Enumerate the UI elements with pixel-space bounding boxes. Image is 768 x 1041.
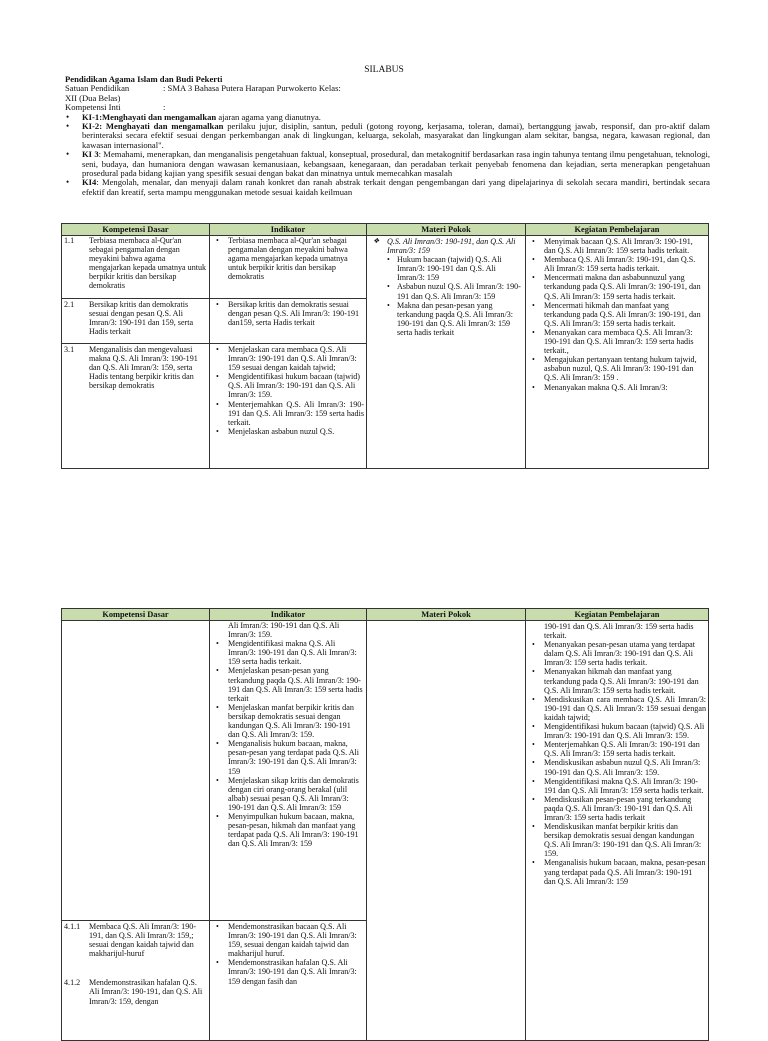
indikator-list xyxy=(212,345,364,436)
syllabus-table-2 xyxy=(61,608,709,1041)
ki-item: • KI4: Mengolah, menalar, dan menyaji dalam ranah konkret dan ranah abstrak terkait dengan pengembangan dari yang dipelajarinya di sekolah secara mandiri, bertindak secara efektif dan kreatif, serta mampu menggunakan metode sesuai kaidah keilmuan xyxy=(82,178,710,197)
kegiatan-cell xyxy=(526,236,709,469)
materi-list xyxy=(369,255,523,337)
list-item: • Mengidentifikasi hukum bacaan (tajwid) Q.S. Ali Imran/3: 190-191 dan Q.S. Ali Imran/3: 159. xyxy=(544,722,706,740)
col-header: Indikator xyxy=(210,609,367,621)
syllabus-table-1 xyxy=(61,223,709,469)
col-header: Kegiatan Pembelajaran xyxy=(526,224,709,236)
ki-label: Kompetensi Inti xyxy=(65,102,121,113)
list-item: • Mendemonstrasikan bacaan Q.S. Ali Imran/3: 190-191 dan Q.S. Ali Imran/3: 159, sesuai dengan kaidah tajwid dan makharijul huruf. xyxy=(228,922,364,958)
materi-cell xyxy=(367,621,526,1041)
list-item: • Mengidentifikasi makna Q.S. Ali Imran/3: 190-191 dan Q.S. Ali Imran/3: 159 serta hadis terkait. xyxy=(544,777,706,795)
doc-title: SILABUS xyxy=(364,65,404,75)
col-header: Kegiatan Pembelajaran xyxy=(526,609,709,621)
list-item: • Menterjemahkan Q.S. Ali Imran/3: 190-191 dan Q.S. Ali Imran/3: 159 serta hadis terkait. xyxy=(228,400,364,427)
ki-item: • KI 3: Memahami, menerapkan, dan menganalisis pengetahuan faktual, konseptual, prosedural, dan metakognitif berdasarkan rasa ingin tahunya tentang ilmu pengetahuan, teknologi, seni, budaya, dan humaniora dengan wawasan kemanusiaan, kebangsaan, kenegaraan, dan peradaban terkait penyebab fenomena dan kejadian, serta menerapkan pengetahuan prosedural pada bidang kajian yang spesifik sesuai dengan bakat dan minatnya untuk memecahkan masalah xyxy=(82,150,710,178)
col-header: Kompetensi Dasar xyxy=(62,224,210,236)
list-item: • Menjelaskan asbabun nuzul Q.S. xyxy=(228,427,364,436)
list-item: • Menanyakan cara membaca Q.S. Ali Imran/3: 190-191 dan Q.S. Ali Imran/3: 159 serta hadis terkait., xyxy=(544,328,706,355)
class-value: XII (Dua Belas) xyxy=(65,92,121,103)
ki-item: • KI-2: Menghayati dan mengamalkan perilaku jujur, disiplin, santun, peduli (gotong royong, kerjasama, toleran, damai), bertanggung jawab, responsif, dan pro-aktif dalam berinteraksi secara efektif sesuai dengan perkembangan anak di lingkungan, keluarga, sekolah, masyarakat dan lingkungan alam sekitar, bangsa, negara, kawasan regional, dan kawasan internasional". xyxy=(82,122,710,150)
list-item: • Mendiskusikan pesan-pesan yang terkandung paqda Q.S. Ali Imran/3: 190-191 dan Q.S. Ali Imran/3: 159 serta hadis terkait xyxy=(544,795,706,822)
list-item: • Menanyakan pesan-pesan utama yang terdapat dalam Q.S. Ali Imran/3: 190-191 dan Q.S. Ali Imran/3: 159 serta hadis terkait. xyxy=(544,640,706,667)
list-item: • Menyimak bacaan Q.S. Ali Imran/3: 190-191, dan Q.S. Ali Imran/3: 159 serta hadis terkait. xyxy=(544,237,706,255)
list-item: • Mendiskusikan cara membaca Q.S. Ali Imran/3: 190-191 dan Q.S. Ali Imran/3: 159 sesuai dengan kaidah tajwid; xyxy=(544,695,706,722)
kd-cell xyxy=(62,236,210,469)
col-header: Indikator xyxy=(210,224,367,236)
indikator-list xyxy=(212,639,364,848)
list-item: • Mencermati makna dan asbabunnuzul yang terkandung pada Q.S. Ali Imran/3: 190-191, dan Q.S. Ali Imran/3: 159 serta hadis terkait. xyxy=(544,273,706,300)
list-item: • Menjelaskan pesan-pesan yang terkandung paqda Q.S. Ali Imran/3: 190-191 dan Q.S. Ali Imran/3: 159 serta hadis terkait xyxy=(228,666,364,702)
kd-item: 4.1.1 Membaca Q.S. Ali Imran/3: 190-191, dan Q.S. Ali Imran/3: 159,; sesuai dengan kaidah tajwid dan makharijul-huruf xyxy=(64,922,196,959)
col-header: Materi Pokok xyxy=(367,609,526,621)
list-item: • Menyimpulkan hukum bacaan, makna, pesan-pesan, hikmah dan manfaat yang terdapat pada Q.S. Ali Imran/3: 190-191 dan Q.S. Ali Imran/3: 159 xyxy=(228,812,364,848)
list-item: • Bersikap kritis dan demokratis sesuai dengan pesan Q.S. Ali Imran/3: 190-191 dan159, serta Hadis terkait xyxy=(228,300,364,327)
list-item: • Hukum bacaan (tajwid) Q.S. Ali Imran/3: 190-191 dan Q.S. Ali Imran/3: 159 xyxy=(397,255,523,282)
list-item: • Mengidentifikasi hukum bacaan (tajwid) Q.S. Ali Imran/3: 190-191 dan Q.S. Ali Imran/3: 159. xyxy=(228,372,364,399)
list-item: • Makna dan pesan-pesan yang terkandung paqda Q.S. Ali Imran/3: 190-191 dan Q.S. Ali Imran/3: 159 serta hadis terkait xyxy=(397,301,523,337)
col-header: Kompetensi Dasar xyxy=(62,609,210,621)
subject-name: Pendidikan Agama Islam dan Budi Pekerti xyxy=(65,74,223,84)
ki-list xyxy=(65,113,710,198)
indikator-cell xyxy=(210,621,367,1041)
materi-heading: ❖ Q.S. Ali Imran/3: 190-191, dan Q.S. Ali Imran/3: 159 xyxy=(369,237,523,255)
list-item: • Menjelaskan sikap kritis dan demokratis dengan ciri orang-orang berakal (ulil albab) sesuai pesan Q.S. Ali Imran/3: 190-191 dan Q.S. Ali Imran/3: 159 xyxy=(228,776,364,812)
list-item: • Mendemonstrasikan hafalan Q.S. Ali Imran/3: 190-191 dan Q.S. Ali Imran/3: 159 dengan fasih dan xyxy=(228,958,364,985)
list-item: • Menganalisis hukum bacaan, makna, pesan-pesan yang terdapat pada Q.S. Ali Imran/3: 190-191 dan Q.S. Ali Imran/3: 159 xyxy=(544,858,706,885)
indikator-cell xyxy=(210,236,367,469)
indikator-continued: Ali Imran/3: 190-191 dan Q.S. Ali Imran/3: 159. xyxy=(228,621,340,640)
list-item: • Menjelaskan cara membaca Q.S. Ali Imran/3: 190-191 dan Q.S. Ali Imran/3: 159 sesuai dengan kaidah tajwid; xyxy=(228,345,364,372)
kegiatan-cell xyxy=(526,621,709,1041)
kd-item: 2.1 Bersikap kritis dan demokratis sesuai dengan pesan Q.S. Ali Imran/3: 190-191 dan 159, serta Hadis terkait xyxy=(62,298,209,343)
indikator-list xyxy=(212,236,364,281)
list-item: • Menanyakan hikmah dan manfaat yang terkandung pada Q.S. Ali Imran/3: 190-191 dan Q.S. Ali Imran/3: 159 serta hadis terkait. xyxy=(544,667,706,694)
doc-header xyxy=(65,75,710,197)
list-item: • Terbiasa membaca al-Qur'an sebagai pengamalan dengan meyakini bahwa agama mengajarkan kepada umatnya untuk berpikir kritis dan bersikap demokratis xyxy=(228,236,364,281)
indikator-list xyxy=(212,300,364,327)
kd-item: 4.1.2 Mendemonstrasikan hafalan Q.S. Ali Imran/3: 190-191, dan Q.S. Ali Imran/3: 159, dengan xyxy=(64,978,203,1006)
kd-item: 3.1 Menganalisis dan mengevaluasi makna Q.S. Ali Imran/3: 190-191 dan Q.S. Ali Imran/3: 159, serta Hadis tentang berpikir kritis dan bersikap demokratis xyxy=(62,343,209,391)
kd-item: 1.1 Terbiasa membaca al-Qur'an sebagai pengamalan dengan meyakini bahwa agama mengajarkan kepada umatnya untuk berpikir kritis dan bersikap demokratis xyxy=(64,236,207,291)
list-item: • Mendiskusikan manfat berpikir kritis dan bersikap demokratis sesuai dengan kandungan Q.S. Ali Imran/3: 190-191 dan Q.S. Ali Imran/3: 159. xyxy=(544,822,706,858)
ki-value: : xyxy=(163,102,166,113)
kegiatan-continued: 190-191 dan Q.S. Ali Imran/3: 159 serta hadis terkait. xyxy=(544,622,694,641)
school-value: : SMA 3 Bahasa Putera Harapan Purwokerto Kelas: xyxy=(163,83,341,94)
list-item: • Mengidentifikasi makna Q.S. Ali Imran/3: 190-191 dan Q.S. Ali Imran/3: 159 serta hadis terkait. xyxy=(228,639,364,666)
list-item: • Mengajukan pertanyaan tentang hukum tajwid, asbabun nuzul, Q.S. Ali Imran/3: 190-191 dan Q.S. Ali Imran/3: 159 . xyxy=(544,355,706,382)
list-item: • Menanyakan makna Q.S. Ali Imran/3: xyxy=(544,383,706,392)
list-item: • Menterjemahkan Q.S. Ali Imran/3: 190-191 dan Q.S. Ali Imran/3: 159 serta hadis terkait. xyxy=(544,740,706,758)
list-item: • Mendiskusikan asbabun nuzul Q.S. Ali Imran/3: 190-191 dan Q.S. Ali Imran/3: 159. xyxy=(544,758,706,776)
ki-item: • KI-1:Menghayati dan mengamalkan ajaran agama yang dianutnya. xyxy=(82,113,710,122)
kegiatan-list xyxy=(528,237,706,392)
list-item: • Asbabun nuzul Q.S. Ali Imran/3: 190-191 dan Q.S. Ali Imran/3: 159 xyxy=(397,282,523,300)
materi-cell xyxy=(367,236,526,469)
school-row xyxy=(65,84,710,93)
list-item: • Mencermati hikmah dan manfaat yang terkandung pada Q.S. Ali Imran/3: 190-191, dan Q.S. Ali Imran/3: 159 serta hadis terkait. xyxy=(544,301,706,328)
kd-cell xyxy=(62,621,210,1041)
kegiatan-list xyxy=(528,640,706,886)
indikator-list xyxy=(212,922,364,986)
school-label: Satuan Pendidikan xyxy=(65,83,130,94)
list-item: • Menjelaskan manfat berpikir kritis dan bersikap demokratis sesuai dengan kandungan Q.S. Ali Imran/3: 190-191 dan Q.S. Ali Imran/3: 159. xyxy=(228,703,364,739)
list-item: • Menganalisis hukum bacaan, makna, pesan-pesan yang terdapat pada Q.S. Ali Imran/3: 190-191 dan Q.S. Ali Imran/3: 159 xyxy=(228,739,364,775)
list-item: • Membaca Q.S. Ali Imran/3: 190-191, dan Q.S. Ali Imran/3: 159 serta hadis terkait. xyxy=(544,255,706,273)
col-header: Materi Pokok xyxy=(367,224,526,236)
